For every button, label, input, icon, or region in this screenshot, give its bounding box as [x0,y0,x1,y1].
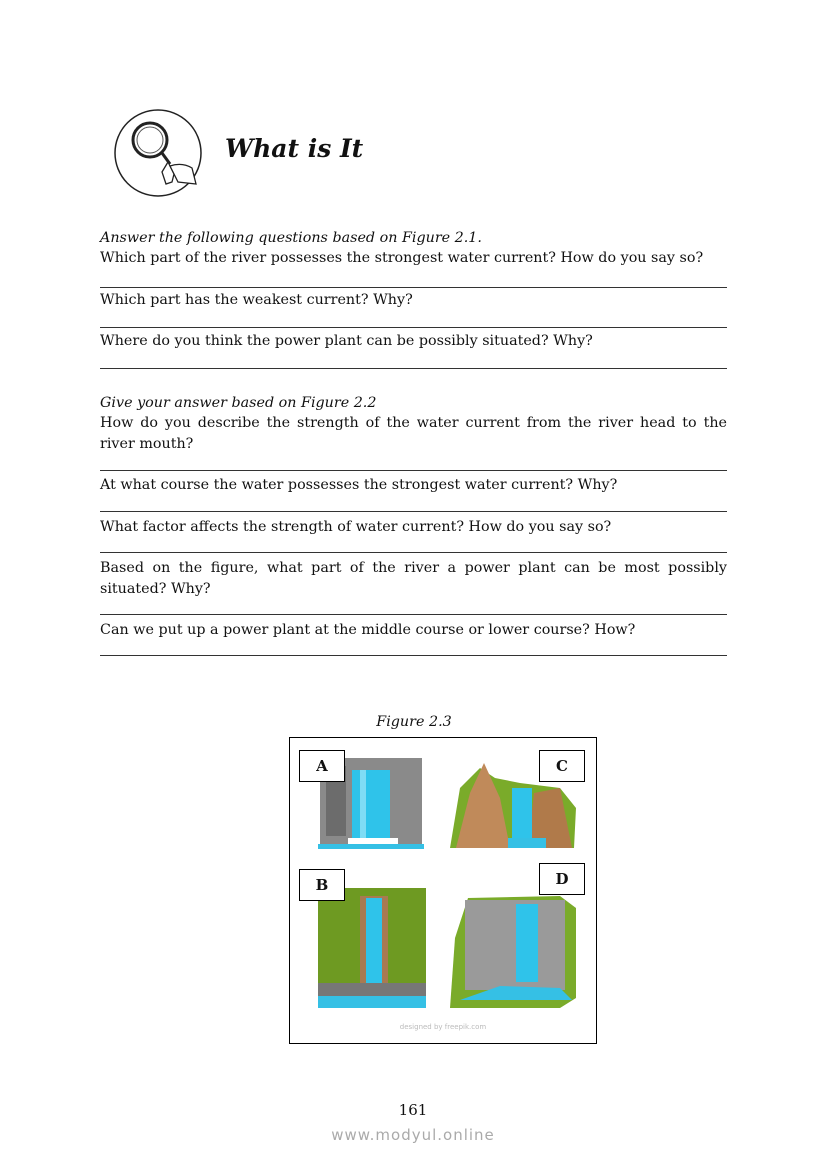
page-number: 161 [398,1101,428,1119]
answer-line [100,655,727,656]
waterfall-d [450,896,576,1008]
figure-label-c: C [539,750,585,782]
website-footer: www.modyul.online [331,1126,495,1144]
answer-line [100,287,727,288]
answer-line [100,511,727,512]
question-5: At what course the water possesses the strongest water current? Why? [100,477,618,493]
figure-label-b: B [299,869,345,901]
section-title: What is It [225,134,364,163]
waterfall-b [318,888,426,1008]
watermark: designed by freepik.com [399,1023,487,1031]
question-6: What factor affects the strength of water current? How do you say so? [100,519,612,535]
answer-line [100,552,727,553]
question-4: How do you describe the strength of the water current from the river head to the river mouth? [100,415,727,452]
question-1: Which part of the river possesses the strongest water current? How do you say so? [100,250,704,266]
answer-line [100,327,727,328]
figure-box [289,737,597,1044]
part2-instruction: Give your answer based on Figure 2.2 [100,395,377,411]
answer-line [100,368,727,369]
figure-label-d: D [539,863,585,895]
question-3: Where do you think the power plant can be possibly situated? Why? [100,333,593,349]
answer-line [100,614,727,615]
answer-line [100,470,727,471]
figure-caption: Figure 2.3 [376,714,452,730]
figure-label-a: A [299,750,345,782]
magnifying-glass-icon [112,108,204,198]
question-7: Based on the figure, what part of the river a power plant can be most possibly situated? Why? [100,560,727,597]
question-2: Which part has the weakest current? Why? [100,292,413,308]
question-8: Can we put up a power plant at the middle course or lower course? How? [100,622,636,638]
part1-instruction: Answer the following questions based on Figure 2.1. [100,230,482,246]
